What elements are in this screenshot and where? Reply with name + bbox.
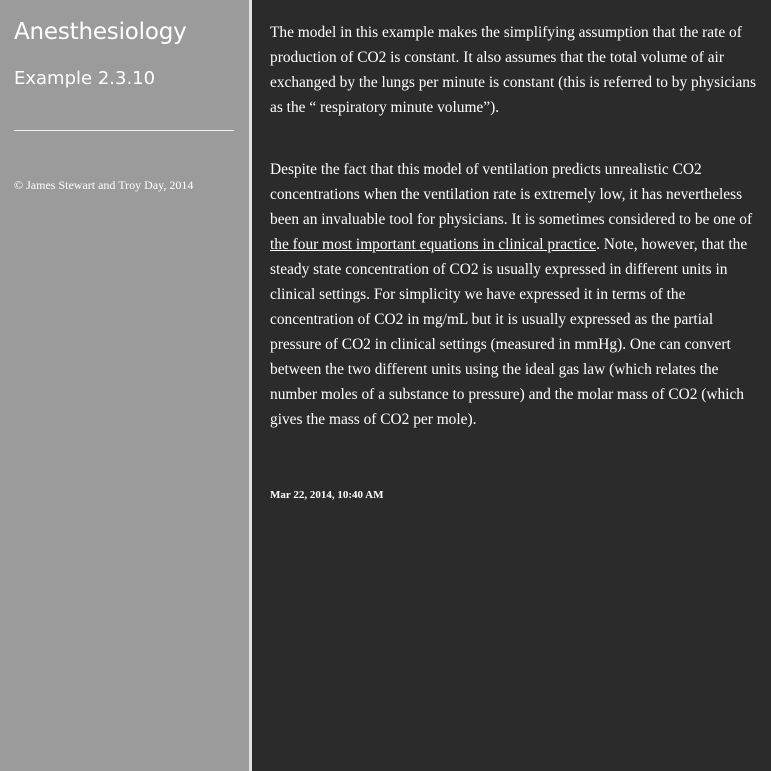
sidebar-divider: [14, 130, 234, 131]
important-equations-link[interactable]: the four most important equations in clinical practice: [270, 236, 597, 253]
paragraph-assumptions: The model in this example makes the simplifying assumption that the rate of production of CO2 is constant. It also assumes that the total volume of air exchanged by the lungs per minute is constant (this is referred to by physicians as the “ respiratory minute volume”).: [270, 24, 756, 116]
paragraph-text-after-link: . Note, however, that the steady state concentration of CO2 is usually expressed in different units in clinical settings. For simplicity we have expressed it in terms of the concentration of CO2 in mg/mL but it is usually expressed as the partial pressure of CO2 in clinical settings (measured in mmHg). One can convert between the two different units using the ideal gas law (which relates the number moles of a substance to pressure) and the molar mass of CO2 (which gives the mass of CO2 per mole).: [270, 236, 748, 428]
sidebar: [0, 0, 249, 771]
paragraph-text-before-link: Despite the fact that this model of ventilation predicts unrealistic CO2 concentrations when the ventilation rate is extremely low, it has nevertheless been an invaluable tool for physicians. It is sometimes considered to be one of: [270, 161, 753, 228]
copyright-notice: © James Stewart and Troy Day, 2014: [14, 178, 194, 192]
timestamp: Mar 22, 2014, 10:40 AM: [270, 489, 384, 501]
main-content: [252, 0, 771, 771]
example-number: Example 2.3.10: [14, 68, 156, 89]
paragraph-clinical-use: [270, 157, 765, 432]
page-title: Anesthesiology: [14, 19, 187, 45]
